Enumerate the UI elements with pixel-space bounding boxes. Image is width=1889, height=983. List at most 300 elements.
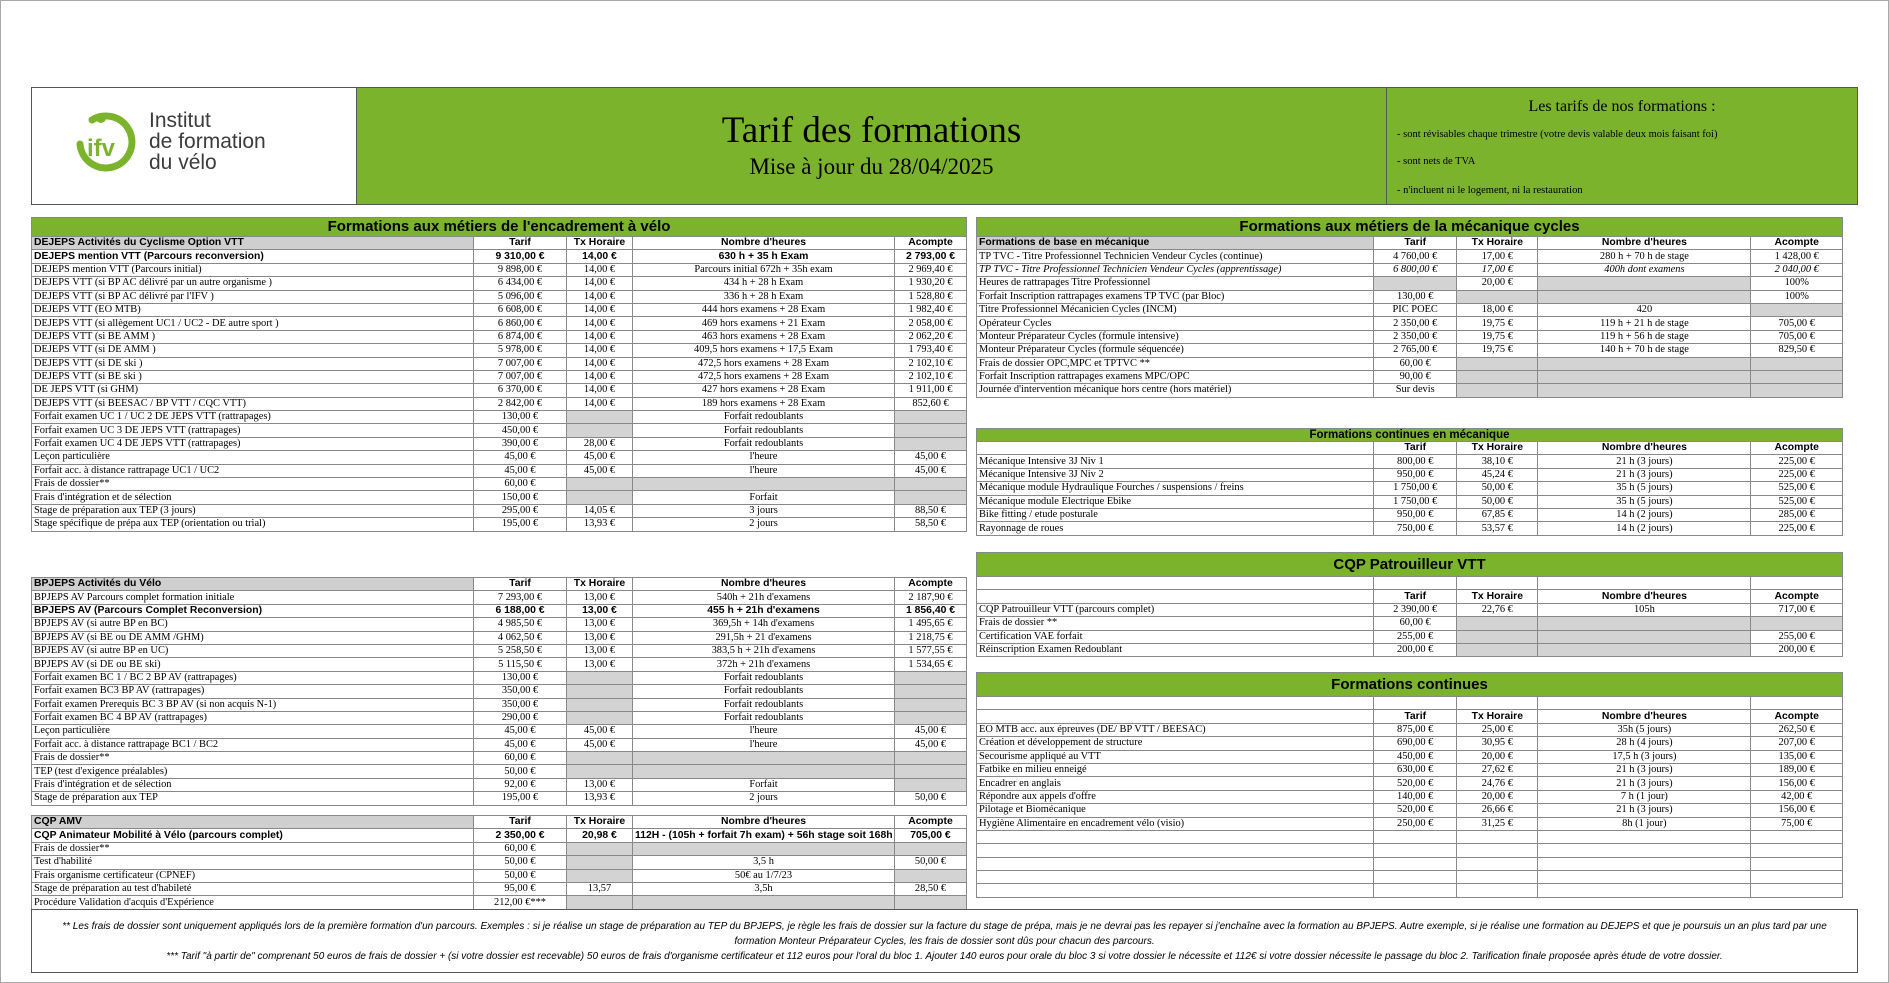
tx-horaire-cell <box>1457 357 1538 370</box>
column-header: Nombre d'heures <box>1538 710 1751 723</box>
empty-cell <box>1457 857 1538 870</box>
tx-horaire-cell: 14,00 € <box>567 250 633 263</box>
table-row <box>32 357 967 370</box>
empty-cell <box>1457 871 1538 884</box>
heures-cell: 50€ au 1/7/23 <box>633 869 895 882</box>
heures-cell: Parcours initial 672h + 35h exam <box>633 263 895 276</box>
tx-horaire-cell <box>1457 290 1538 303</box>
label-cell: Heures de rattrapages Titre Professionnel <box>977 277 1374 290</box>
label-cell: BPJEPS AV Parcours complet formation initiale <box>32 591 474 604</box>
tarif-cell: 90,00 € <box>1374 370 1457 383</box>
tx-horaire-cell: 17,00 € <box>1457 250 1538 263</box>
label-cell: Forfait examen UC 4 DE JEPS VTT (rattrapages) <box>32 437 474 450</box>
table-row <box>32 842 967 855</box>
tarif-cell: 2 390,00 € <box>1374 603 1457 616</box>
empty-cell <box>1374 830 1457 843</box>
heures-cell <box>633 752 895 765</box>
tx-horaire-cell <box>567 685 633 698</box>
acompte-cell: 1 930,20 € <box>895 277 967 290</box>
table-row <box>32 591 967 604</box>
acompte-cell: 50,00 € <box>895 792 967 805</box>
empty-cell <box>1751 577 1843 590</box>
tarif-cell: 5 258,50 € <box>474 644 567 657</box>
label-cell: DEJEPS VTT (si BEESAC / BP VTT / CQC VTT) <box>32 397 474 410</box>
label-cell: Bike fitting / etude posturale <box>977 508 1374 521</box>
tx-horaire-cell: 13,00 € <box>567 631 633 644</box>
heures-cell: 434 h + 28 h Exam <box>633 277 895 290</box>
tarif-cell: 4 062,50 € <box>474 631 567 644</box>
label-cell: Frais de dossier** <box>32 478 474 491</box>
logo-line: du vélo <box>149 151 217 174</box>
label-cell: Création et développement de structure <box>977 737 1374 750</box>
tarif-cell: 9 310,00 € <box>474 250 567 263</box>
acompte-cell <box>1751 357 1843 370</box>
tx-horaire-cell: 24,76 € <box>1457 777 1538 790</box>
tx-horaire-cell: 19,75 € <box>1457 317 1538 330</box>
tarif-cell: 800,00 € <box>1374 455 1457 468</box>
table-row <box>977 263 1843 276</box>
tx-horaire-cell: 20,00 € <box>1457 750 1538 763</box>
tarif-cell: 750,00 € <box>1374 522 1457 535</box>
table-row <box>977 370 1843 383</box>
label-cell: Mécanique Intensive 3J Niv 1 <box>977 455 1374 468</box>
acompte-cell: 156,00 € <box>1751 777 1843 790</box>
acompte-cell: 2 058,00 € <box>895 317 967 330</box>
tarif-cell: 450,00 € <box>474 424 567 437</box>
tarif-cell: 45,00 € <box>474 451 567 464</box>
tx-horaire-cell: 45,00 € <box>567 725 633 738</box>
empty-cell <box>1374 844 1457 857</box>
table-row <box>32 829 967 842</box>
acompte-cell: 75,00 € <box>1751 817 1843 830</box>
heures-cell <box>1538 357 1751 370</box>
tarif-cell: 50,00 € <box>474 869 567 882</box>
mecanique-base-table <box>976 217 1843 398</box>
tarif-cell: 520,00 € <box>1374 777 1457 790</box>
tarif-cell: 350,00 € <box>474 685 567 698</box>
table-row <box>32 491 967 504</box>
heures-cell: 7 h (1 jour) <box>1538 790 1751 803</box>
table-row <box>32 738 967 751</box>
acompte-cell: 189,00 € <box>1751 763 1843 776</box>
empty-cell <box>1457 844 1538 857</box>
tarif-cell: 92,00 € <box>474 778 567 791</box>
tx-horaire-cell <box>567 869 633 882</box>
heures-cell: 112H - (105h + forfait 7h exam) + 56h stage soit 168h <box>633 829 895 842</box>
tarif-cell: 6 800,00 € <box>1374 263 1457 276</box>
table-row <box>32 464 967 477</box>
logo-wordmark <box>149 110 266 173</box>
label-cell: Frais de dossier** <box>32 842 474 855</box>
label-cell: Répondre aux appels d'offre <box>977 790 1374 803</box>
tx-horaire-cell <box>1457 384 1538 397</box>
empty-cell <box>977 871 1374 884</box>
heures-cell: l'heure <box>633 451 895 464</box>
acompte-cell: 1 218,75 € <box>895 631 967 644</box>
logo-line: de formation <box>149 130 266 153</box>
empty-cell <box>1374 884 1457 897</box>
heures-cell <box>1538 290 1751 303</box>
empty-row <box>977 577 1843 590</box>
label-cell: Mécanique module Electrique Ebike <box>977 495 1374 508</box>
label-cell: Frais de dossier** <box>32 752 474 765</box>
empty-cell <box>1538 577 1751 590</box>
tx-horaire-cell: 20,00 € <box>1457 277 1538 290</box>
label-cell: DEJEPS mention VTT (Parcours reconversion) <box>32 250 474 263</box>
label-cell: DEJEPS VTT (si BP AC délivré par l'IFV ) <box>32 290 474 303</box>
acompte-cell: 1 428,00 € <box>1751 250 1843 263</box>
heures-cell: 21 h (3 jours) <box>1538 763 1751 776</box>
label-cell: DEJEPS VTT (si BE AMM ) <box>32 330 474 343</box>
label-cell: Titre Professionnel Mécanicien Cycles (INCM) <box>977 303 1374 316</box>
table-row <box>32 478 967 491</box>
tx-horaire-cell: 13,00 € <box>567 644 633 657</box>
table-row <box>977 804 1843 817</box>
acompte-cell: 100% <box>1751 277 1843 290</box>
acompte-cell <box>895 869 967 882</box>
tx-horaire-cell: 17,00 € <box>1457 263 1538 276</box>
acompte-cell: 525,00 € <box>1751 482 1843 495</box>
label-cell: Certification VAE forfait <box>977 630 1374 643</box>
tarif-cell: 4 985,50 € <box>474 618 567 631</box>
tarif-cell: 50,00 € <box>474 856 567 869</box>
acompte-cell: 525,00 € <box>1751 495 1843 508</box>
acompte-cell <box>895 424 967 437</box>
label-cell: TP TVC - Titre Professionnel Technicien Vendeur Cycles (apprentissage) <box>977 263 1374 276</box>
tarif-cell: 875,00 € <box>1374 723 1457 736</box>
tarif-cell: 6 874,00 € <box>474 330 567 343</box>
label-cell: DEJEPS mention VTT (Parcours initial) <box>32 263 474 276</box>
table-row <box>977 495 1843 508</box>
tarif-cell: 4 760,00 € <box>1374 250 1457 263</box>
heures-cell: 21 h (3 jours) <box>1538 777 1751 790</box>
table-row <box>32 644 967 657</box>
heures-cell <box>633 765 895 778</box>
label-cell: Forfait Inscription rattrapages examens TP TVC (par Bloc) <box>977 290 1374 303</box>
empty-cell <box>977 844 1374 857</box>
tarif-cell: 7 007,00 € <box>474 357 567 370</box>
tx-horaire-cell: 14,00 € <box>567 357 633 370</box>
tarif-cell: 60,00 € <box>1374 357 1457 370</box>
label-cell: CQP Animateur Mobilité à Vélo (parcours complet) <box>32 829 474 842</box>
heures-cell: 472,5 hors examens + 28 Exam <box>633 357 895 370</box>
table-row <box>977 482 1843 495</box>
heures-cell: 409,5 hors examens + 17,5 Exam <box>633 344 895 357</box>
acompte-cell <box>1751 617 1843 630</box>
table-row <box>32 277 967 290</box>
empty-cell <box>1538 830 1751 843</box>
tx-horaire-cell <box>567 671 633 684</box>
column-header: Tx Horaire <box>567 578 633 591</box>
section-title: Formations aux métiers de l'encadrement à vélo <box>32 218 967 237</box>
acompte-cell <box>895 698 967 711</box>
acompte-cell: 717,00 € <box>1751 603 1843 616</box>
table-row <box>32 384 967 397</box>
column-header: Tx Horaire <box>1457 442 1538 455</box>
empty-cell <box>1751 830 1843 843</box>
acompte-cell: 45,00 € <box>895 738 967 751</box>
tx-horaire-cell: 45,24 € <box>1457 468 1538 481</box>
footnote-line: *** Tarif "à partir de" comprenant 50 euros de frais de dossier + (si votre dossier est recevable) 50 euros de frais d'organisme certificateur et 112 euros pour l'oral du bloc 1. Ajouter 140 euros pour orale du bloc 3 si votre dossier le nécessite et 112€ si votre dossier nécessite le passage du bloc 2. Tarification finale proposée après étude de votre dossier. <box>166 951 1723 962</box>
table-row <box>32 618 967 631</box>
tarif-cell: 950,00 € <box>1374 508 1457 521</box>
column-header <box>977 442 1374 455</box>
column-header: Tx Horaire <box>1457 710 1538 723</box>
heures-cell: 35 h (5 jours) <box>1538 495 1751 508</box>
label-cell: Stage de préparation au test d'habileté <box>32 882 474 895</box>
label-cell: DEJEPS VTT (si BP AC délivré par un autre organisme ) <box>32 277 474 290</box>
label-cell: BPJEPS AV (si DE ou BE ski) <box>32 658 474 671</box>
heures-cell: 3,5h <box>633 882 895 895</box>
table-row <box>32 725 967 738</box>
tarif-cell: 690,00 € <box>1374 737 1457 750</box>
label-cell: Forfait examen BC 4 BP AV (rattrapages) <box>32 711 474 724</box>
column-header: BPJEPS Activités du Vélo <box>32 578 474 591</box>
heures-cell: 469 hors examens + 21 Exam <box>633 317 895 330</box>
table-row <box>977 317 1843 330</box>
table-row <box>32 856 967 869</box>
tarif-cell: 60,00 € <box>1374 617 1457 630</box>
column-header: Tx Horaire <box>1457 237 1538 250</box>
table-row <box>977 617 1843 630</box>
tarif-cell: 2 842,00 € <box>474 397 567 410</box>
empty-row <box>977 697 1843 710</box>
tarif-cell: 295,00 € <box>474 504 567 517</box>
tarif-cell: 7 293,00 € <box>474 591 567 604</box>
tariff-notes <box>1387 88 1857 204</box>
label-cell: TEP (test d'exigence préalables) <box>32 765 474 778</box>
acompte-cell: 156,00 € <box>1751 804 1843 817</box>
tarif-cell: 7 007,00 € <box>474 370 567 383</box>
table-header-row <box>977 710 1843 723</box>
acompte-cell: 28,50 € <box>895 882 967 895</box>
heures-cell: 463 hors examens + 28 Exam <box>633 330 895 343</box>
tx-horaire-cell: 14,00 € <box>567 330 633 343</box>
label-cell: Mécanique module Hydraulique Fourches / suspensions / freins <box>977 482 1374 495</box>
tx-horaire-cell <box>567 752 633 765</box>
section-title: Formations aux métiers de la mécanique cycles <box>977 218 1843 237</box>
empty-row <box>977 844 1843 857</box>
empty-cell <box>1457 884 1538 897</box>
tx-horaire-cell: 30,95 € <box>1457 737 1538 750</box>
label-cell: Encadrer en anglais <box>977 777 1374 790</box>
acompte-cell: 852,60 € <box>895 397 967 410</box>
label-cell: BPJEPS AV (si autre BP en UC) <box>32 644 474 657</box>
heures-cell: 372h + 21h d'examens <box>633 658 895 671</box>
tarif-cell: 6 434,00 € <box>474 277 567 290</box>
empty-row <box>977 830 1843 843</box>
table-row <box>977 750 1843 763</box>
table-row <box>32 317 967 330</box>
heures-cell <box>1538 643 1751 656</box>
title-box <box>357 88 1387 204</box>
column-header: Tx Horaire <box>567 816 633 829</box>
heures-cell: Forfait redoublants <box>633 711 895 724</box>
acompte-cell <box>895 842 967 855</box>
tx-horaire-cell: 45,00 € <box>567 738 633 751</box>
table-row <box>32 631 967 644</box>
tarif-cell <box>1374 277 1457 290</box>
heures-cell: 3 jours <box>633 504 895 517</box>
label-cell: Stage de préparation aux TEP (3 jours) <box>32 504 474 517</box>
column-header: Formations de base en mécanique <box>977 237 1374 250</box>
heures-cell <box>633 478 895 491</box>
tarif-cell: 2 765,00 € <box>1374 344 1457 357</box>
acompte-cell: 1 793,40 € <box>895 344 967 357</box>
table-row <box>32 765 967 778</box>
column-header <box>977 590 1374 603</box>
label-cell: Hygiène Alimentaire en encadrement vélo (visio) <box>977 817 1374 830</box>
acompte-cell <box>1751 370 1843 383</box>
heures-cell: 21 h (3 jours) <box>1538 455 1751 468</box>
empty-cell <box>1751 857 1843 870</box>
acompte-cell <box>895 711 967 724</box>
table-row <box>32 437 967 450</box>
section-banner <box>977 429 1843 442</box>
tx-horaire-cell: 67,85 € <box>1457 508 1538 521</box>
tarif-cell: 6 608,00 € <box>474 303 567 316</box>
label-cell: Forfait Inscription rattrapages examens MPC/OPC <box>977 370 1374 383</box>
table-row <box>32 263 967 276</box>
tx-horaire-cell: 14,00 € <box>567 370 633 383</box>
heures-cell: 540h + 21h d'examens <box>633 591 895 604</box>
table-row <box>32 411 967 424</box>
tarif-cell: 6 188,00 € <box>474 604 567 617</box>
table-row <box>977 357 1843 370</box>
logo <box>32 88 357 204</box>
acompte-cell: 1 982,40 € <box>895 303 967 316</box>
column-header: Nombre d'heures <box>633 237 895 250</box>
acompte-cell: 262,50 € <box>1751 723 1843 736</box>
acompte-cell <box>895 685 967 698</box>
table-row <box>32 344 967 357</box>
tarif-cell: 45,00 € <box>474 738 567 751</box>
tx-horaire-cell <box>567 411 633 424</box>
heures-cell: 189 hors examens + 28 Exam <box>633 397 895 410</box>
label-cell: DEJEPS VTT (si BE ski ) <box>32 370 474 383</box>
tx-horaire-cell: 26,66 € <box>1457 804 1538 817</box>
heures-cell: 472,5 hors examens + 28 Exam <box>633 370 895 383</box>
tarif-cell: 150,00 € <box>474 491 567 504</box>
heures-cell <box>1538 630 1751 643</box>
table-row <box>32 518 967 531</box>
label-cell: Frais de dossier ** <box>977 617 1374 630</box>
acompte-cell <box>895 778 967 791</box>
tarif-cell: 2 350,00 € <box>1374 317 1457 330</box>
acompte-cell: 1 495,65 € <box>895 618 967 631</box>
label-cell: Leçon particulière <box>32 725 474 738</box>
table-row <box>977 290 1843 303</box>
column-header: CQP AMV <box>32 816 474 829</box>
label-cell: BPJEPS AV (si BE ou DE AMM /GHM) <box>32 631 474 644</box>
continues-mecanique-table <box>976 428 1843 536</box>
table-row <box>977 455 1843 468</box>
table-row <box>977 723 1843 736</box>
label-cell: DEJEPS VTT (si DE ski ) <box>32 357 474 370</box>
label-cell: Forfait examen UC 1 / UC 2 DE JEPS VTT (rattrapages) <box>32 411 474 424</box>
column-header: Acompte <box>895 237 967 250</box>
heures-cell: 105h <box>1538 603 1751 616</box>
tx-horaire-cell <box>567 698 633 711</box>
tarif-cell: 95,00 € <box>474 882 567 895</box>
heures-cell: 291,5h + 21 d'examens <box>633 631 895 644</box>
table-header-row <box>977 590 1843 603</box>
heures-cell: 140 h + 70 h de stage <box>1538 344 1751 357</box>
heures-cell: 119 h + 21 h de stage <box>1538 317 1751 330</box>
section-banner <box>32 218 967 237</box>
table-row <box>977 763 1843 776</box>
footnote-line: formation Monteur Préparateur Cycles, les frais de dossier sont dûs pour chacun des parcours. <box>734 936 1155 947</box>
label-cell: DEJEPS VTT (si DE AMM ) <box>32 344 474 357</box>
heures-cell: 21 h (3 jours) <box>1538 804 1751 817</box>
label-cell: Frais organisme certificateur (CPNEF) <box>32 869 474 882</box>
tx-horaire-cell: 14,00 € <box>567 263 633 276</box>
table-row <box>32 711 967 724</box>
tarif-cell: 45,00 € <box>474 725 567 738</box>
heures-cell: Forfait redoublants <box>633 698 895 711</box>
column-header: Acompte <box>1751 590 1843 603</box>
tx-horaire-cell: 13,00 € <box>567 778 633 791</box>
acompte-cell: 45,00 € <box>895 464 967 477</box>
table-row <box>32 604 967 617</box>
heures-cell: 8h (1 jour) <box>1538 817 1751 830</box>
empty-cell <box>1751 871 1843 884</box>
acompte-cell: 1 577,55 € <box>895 644 967 657</box>
acompte-cell: 2 040,00 € <box>1751 263 1843 276</box>
heures-cell: Forfait redoublants <box>633 685 895 698</box>
heures-cell: l'heure <box>633 725 895 738</box>
label-cell: Opérateur Cycles <box>977 317 1374 330</box>
acompte-cell <box>895 437 967 450</box>
section-banner <box>977 218 1843 237</box>
tx-horaire-cell: 19,75 € <box>1457 344 1538 357</box>
table-row <box>977 250 1843 263</box>
table-row <box>977 330 1843 343</box>
dejeps-table <box>31 217 967 532</box>
label-cell: EO MTB acc. aux épreuves (DE/ BP VTT / BEESAC) <box>977 723 1374 736</box>
acompte-cell: 2 187,90 € <box>895 591 967 604</box>
empty-row <box>977 871 1843 884</box>
column-header: Tarif <box>474 578 567 591</box>
label-cell: Forfait acc. à distance rattrapage UC1 / UC2 <box>32 464 474 477</box>
heures-cell: l'heure <box>633 464 895 477</box>
ifv-logo-icon <box>72 110 137 178</box>
table-row <box>32 685 967 698</box>
empty-cell <box>1538 697 1751 710</box>
tarif-cell: Sur devis <box>1374 384 1457 397</box>
empty-cell <box>977 577 1374 590</box>
acompte-cell: 2 062,20 € <box>895 330 967 343</box>
table-row <box>32 778 967 791</box>
table-row <box>32 752 967 765</box>
heures-cell: 369,5h + 14h d'examens <box>633 618 895 631</box>
tx-horaire-cell: 13,00 € <box>567 618 633 631</box>
table-header-row <box>977 237 1843 250</box>
label-cell: Pilotage et Biomécanique <box>977 804 1374 817</box>
acompte-cell: 2 793,00 € <box>895 250 967 263</box>
tx-horaire-cell <box>1457 370 1538 383</box>
tarif-cell: 520,00 € <box>1374 804 1457 817</box>
empty-cell <box>1751 697 1843 710</box>
heures-cell: 17,5 h (3 jours) <box>1538 750 1751 763</box>
tx-horaire-cell <box>567 478 633 491</box>
tx-horaire-cell: 50,00 € <box>1457 482 1538 495</box>
column-header: Tx Horaire <box>1457 590 1538 603</box>
page-title: Tarif des formations <box>721 110 1022 151</box>
acompte-cell <box>895 478 967 491</box>
heures-cell: Forfait <box>633 778 895 791</box>
label-cell: Forfait acc. à distance rattrapage BC1 / BC2 <box>32 738 474 751</box>
